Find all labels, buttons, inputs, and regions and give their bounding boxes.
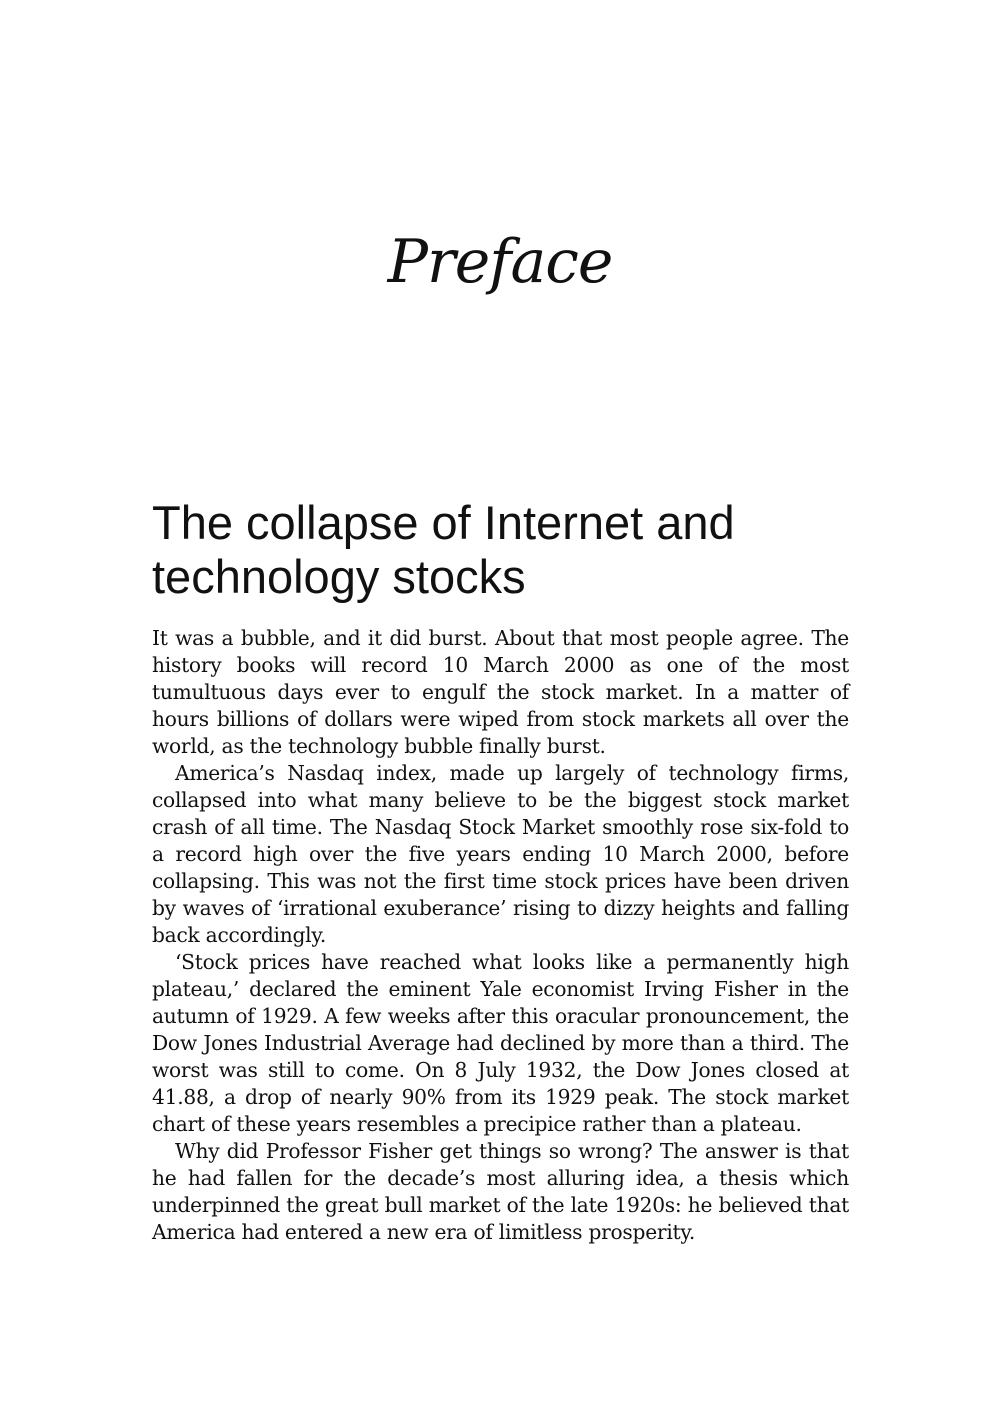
paragraph: Why did Professor Fisher get things so wrong? The answer is that he had fallen for the decade’s most alluring idea, a thesis which underpinned the great bull market of the late 1920s: he believed that America had entered a new era of limitless prosperity. bbox=[152, 1139, 849, 1244]
paragraph: It was a bubble, and it did burst. About that most people agree. The history books will record 10 March 2000 as one of the most tumultuous days ever to engulf the stock market. In a matter of hours billions of dollars were wiped from stock markets all over the world, as the technology bubble finally burst. bbox=[152, 626, 849, 758]
chapter-title: Preface bbox=[387, 227, 613, 297]
paragraph: America’s Nasdaq index, made up largely of technology firms, collapsed into what many believe to be the biggest stock market crash of all time. The Nasdaq Stock Market smoothly rose six-fold to a record high over the five years ending 10 March 2000, before collapsing. This was not the first time stock prices have been driven by waves of ‘irrational exuberance’ rising to dizzy heights and falling back accordingly. bbox=[152, 761, 849, 947]
section-heading: The collapse of Internet and technology stocks bbox=[152, 496, 735, 603]
paragraph: ‘Stock prices have reached what looks like a permanently high plateau,’ declared the eminent Yale economist Irving Fisher in the autumn of 1929. A few weeks after this oracular pronouncement, the Dow Jones Industrial Average had declined by more than a third. The worst was still to come. On 8 July 1932, the Dow Jones closed at 41.88, a drop of nearly 90% from its 1929 peak. The stock market chart of these years resembles a precipice rather than a plateau. bbox=[152, 950, 849, 1136]
body-text bbox=[152, 625, 849, 1246]
